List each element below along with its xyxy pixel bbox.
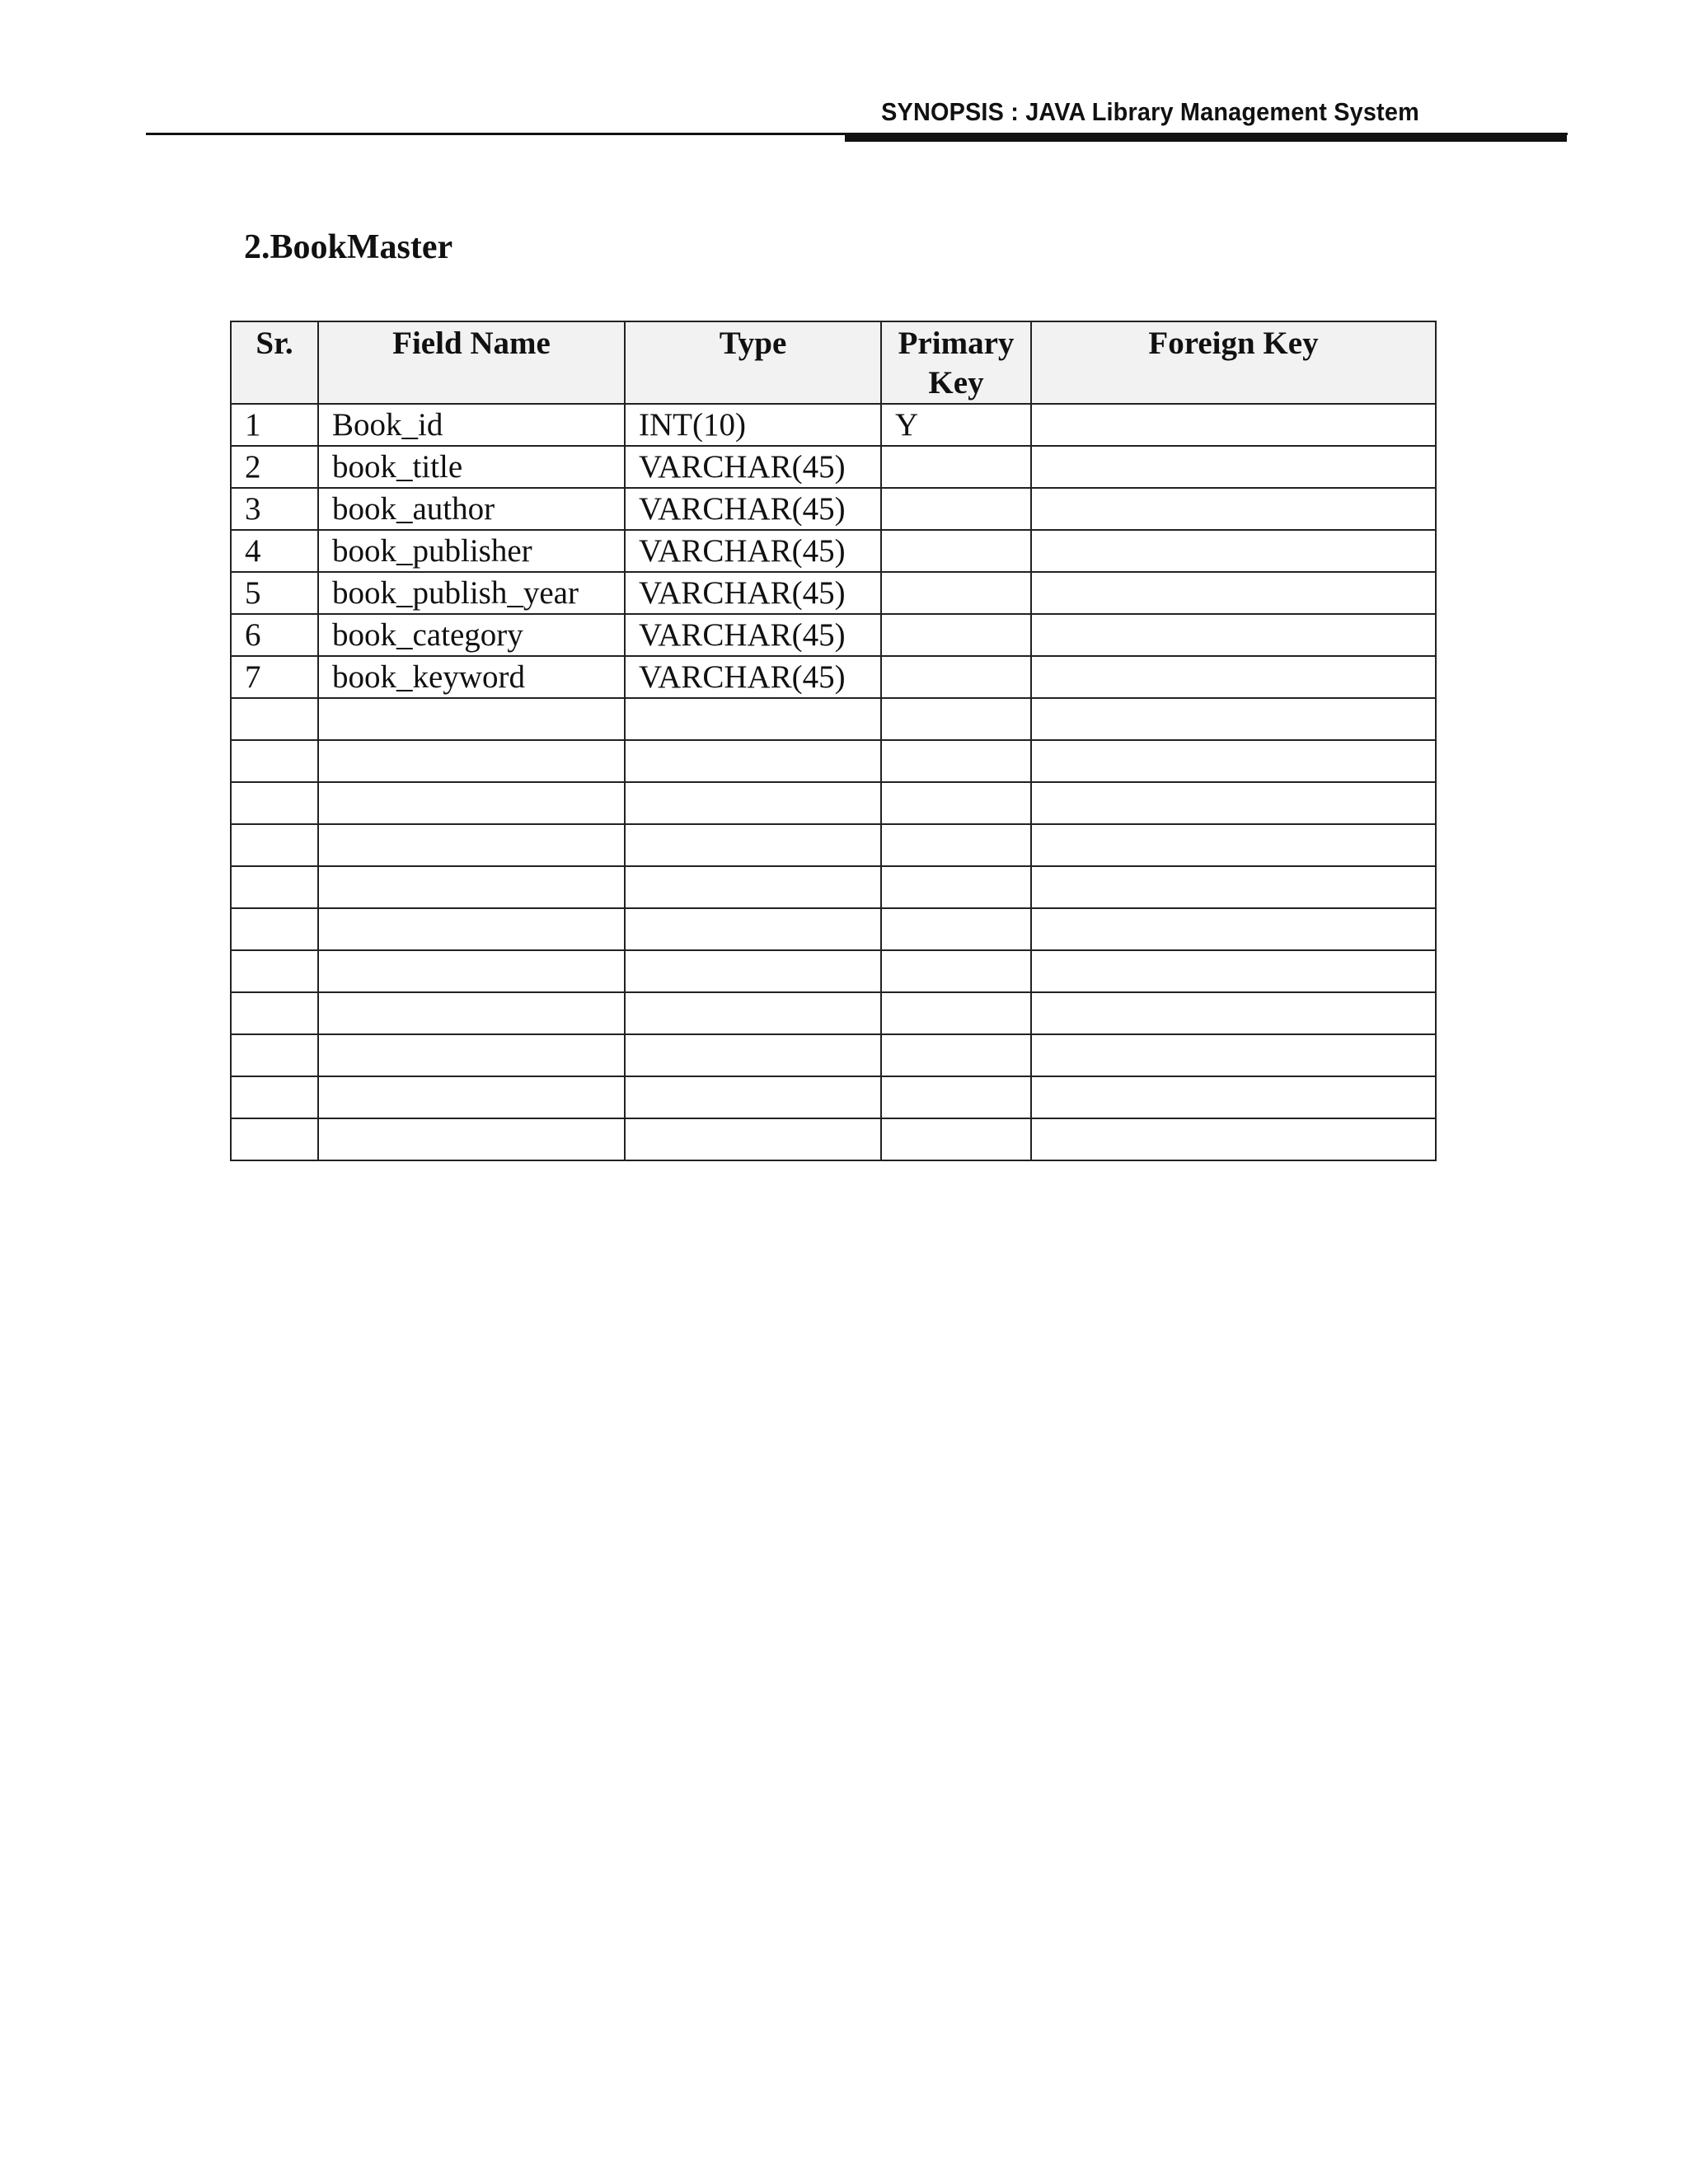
- table-row: [231, 446, 1436, 488]
- cell-field-name: [318, 824, 625, 866]
- cell-type: [625, 1076, 881, 1118]
- table-row: [231, 488, 1436, 530]
- cell-field-name: [318, 950, 625, 992]
- cell-foreign-key: [1031, 656, 1436, 698]
- cell-primary-key: [881, 740, 1031, 782]
- cell-sr: 7: [231, 656, 318, 698]
- header-rule-accent: [845, 134, 1567, 142]
- table-row: [231, 866, 1436, 908]
- cell-sr: 3: [231, 488, 318, 530]
- table-row: [231, 824, 1436, 866]
- cell-type: [625, 740, 881, 782]
- cell-sr: [231, 698, 318, 740]
- column-header-foreign-key: Foreign Key: [1031, 321, 1436, 404]
- cell-field-name: [318, 908, 625, 950]
- cell-type: VARCHAR(45): [625, 488, 881, 530]
- cell-type: VARCHAR(45): [625, 614, 881, 656]
- cell-field-name: [318, 1118, 625, 1160]
- cell-primary-key: [881, 1034, 1031, 1076]
- table-body: [231, 404, 1436, 1160]
- cell-foreign-key: [1031, 1034, 1436, 1076]
- cell-field-name: book_category: [318, 614, 625, 656]
- column-header-field-name: Field Name: [318, 321, 625, 404]
- cell-field-name: [318, 782, 625, 824]
- header-title: SYNOPSIS : JAVA Library Management System: [881, 97, 1419, 126]
- cell-primary-key: [881, 1076, 1031, 1118]
- schema-table: [230, 321, 1437, 1161]
- cell-sr: [231, 824, 318, 866]
- cell-foreign-key: [1031, 824, 1436, 866]
- column-header-type: Type: [625, 321, 881, 404]
- cell-foreign-key: [1031, 698, 1436, 740]
- cell-field-name: book_keyword: [318, 656, 625, 698]
- cell-foreign-key: [1031, 404, 1436, 446]
- cell-type: [625, 1034, 881, 1076]
- cell-primary-key: [881, 698, 1031, 740]
- cell-field-name: book_publish_year: [318, 572, 625, 614]
- cell-sr: 4: [231, 530, 318, 572]
- section-title: 2.BookMaster: [244, 228, 453, 266]
- cell-sr: [231, 1076, 318, 1118]
- cell-foreign-key: [1031, 1076, 1436, 1118]
- table-row: [231, 992, 1436, 1034]
- cell-primary-key: [881, 488, 1031, 530]
- cell-field-name: [318, 1076, 625, 1118]
- cell-field-name: book_author: [318, 488, 625, 530]
- cell-sr: 2: [231, 446, 318, 488]
- cell-foreign-key: [1031, 614, 1436, 656]
- table-row: [231, 1076, 1436, 1118]
- table-row: [231, 782, 1436, 824]
- cell-type: [625, 908, 881, 950]
- page-header: [0, 0, 1688, 148]
- cell-sr: [231, 782, 318, 824]
- cell-type: [625, 782, 881, 824]
- column-header-primary-key: [881, 321, 1031, 404]
- table-row: [231, 740, 1436, 782]
- table-row: [231, 698, 1436, 740]
- table-row: [231, 908, 1436, 950]
- cell-type: VARCHAR(45): [625, 572, 881, 614]
- cell-type: VARCHAR(45): [625, 656, 881, 698]
- cell-type: VARCHAR(45): [625, 446, 881, 488]
- cell-field-name: [318, 866, 625, 908]
- cell-foreign-key: [1031, 866, 1436, 908]
- cell-type: [625, 992, 881, 1034]
- table-row: [231, 530, 1436, 572]
- table-row: [231, 572, 1436, 614]
- cell-type: VARCHAR(45): [625, 530, 881, 572]
- cell-type: [625, 698, 881, 740]
- cell-primary-key: [881, 446, 1031, 488]
- cell-primary-key: [881, 656, 1031, 698]
- cell-primary-key: [881, 992, 1031, 1034]
- cell-type: [625, 950, 881, 992]
- cell-field-name: [318, 740, 625, 782]
- table-header-row: [231, 321, 1436, 404]
- cell-foreign-key: [1031, 530, 1436, 572]
- cell-field-name: [318, 1034, 625, 1076]
- table-row: [231, 1118, 1436, 1160]
- cell-sr: [231, 866, 318, 908]
- cell-primary-key: [881, 866, 1031, 908]
- cell-field-name: Book_id: [318, 404, 625, 446]
- cell-sr: 6: [231, 614, 318, 656]
- cell-foreign-key: [1031, 992, 1436, 1034]
- column-header-primary-key-line1: Primary: [898, 326, 1015, 361]
- cell-sr: 1: [231, 404, 318, 446]
- table-row: [231, 950, 1436, 992]
- cell-field-name: [318, 992, 625, 1034]
- cell-sr: [231, 992, 318, 1034]
- cell-primary-key: Y: [881, 404, 1031, 446]
- cell-foreign-key: [1031, 782, 1436, 824]
- cell-field-name: book_publisher: [318, 530, 625, 572]
- cell-foreign-key: [1031, 446, 1436, 488]
- cell-sr: [231, 950, 318, 992]
- cell-primary-key: [881, 782, 1031, 824]
- table-row: [231, 404, 1436, 446]
- cell-primary-key: [881, 614, 1031, 656]
- cell-primary-key: [881, 950, 1031, 992]
- cell-foreign-key: [1031, 572, 1436, 614]
- cell-foreign-key: [1031, 950, 1436, 992]
- cell-primary-key: [881, 1118, 1031, 1160]
- column-header-sr: Sr.: [231, 321, 318, 404]
- table-row: [231, 614, 1436, 656]
- cell-foreign-key: [1031, 1118, 1436, 1160]
- cell-sr: [231, 1034, 318, 1076]
- cell-foreign-key: [1031, 740, 1436, 782]
- cell-primary-key: [881, 824, 1031, 866]
- table-row: [231, 1034, 1436, 1076]
- cell-sr: [231, 740, 318, 782]
- cell-field-name: [318, 698, 625, 740]
- cell-foreign-key: [1031, 488, 1436, 530]
- table-row: [231, 656, 1436, 698]
- column-header-primary-key-line2: Key: [928, 365, 984, 401]
- cell-sr: 5: [231, 572, 318, 614]
- cell-primary-key: [881, 908, 1031, 950]
- cell-sr: [231, 908, 318, 950]
- cell-type: [625, 824, 881, 866]
- cell-foreign-key: [1031, 908, 1436, 950]
- cell-primary-key: [881, 530, 1031, 572]
- cell-primary-key: [881, 572, 1031, 614]
- cell-type: INT(10): [625, 404, 881, 446]
- cell-sr: [231, 1118, 318, 1160]
- cell-type: [625, 866, 881, 908]
- cell-type: [625, 1118, 881, 1160]
- cell-field-name: book_title: [318, 446, 625, 488]
